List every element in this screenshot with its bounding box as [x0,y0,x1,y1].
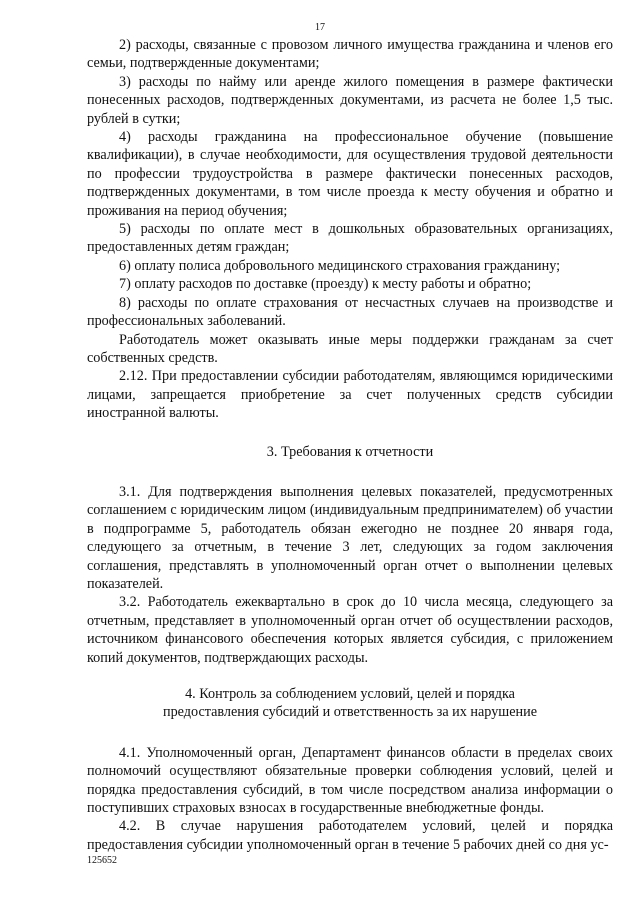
paragraph: 4.1. Уполномоченный орган, Департамент финансов области в пределах своих полномочий осуществляют обязательные проверки соблюдения условий, целей и порядка предоставления субсидий, в том числе посредством анализа информации о поступивших страховых взносах в государственные внебюджетные фонды. [87,744,613,817]
paragraph: Работодатель может оказывать иные меры поддержки гражданам за счет собственных средств. [87,331,613,366]
section-title-line: предоставления субсидий и ответственность за их нарушение [162,704,537,721]
paragraph: 5) расходы по оплате мест в дошкольных образовательных организациях, предоставленных детям граждан; [87,221,613,256]
paragraph: 7) оплату расходов по доставке (проезду) к месту работы и обратно; [119,276,532,293]
paragraph: 4) расходы гражданина на профессиональное обучение (повышение квалификации), в случае необходимости, для осуществления трудовой деятельности по профессии трудоустройства в размере фактически понесенных расходов, подтвержденных документами, в том числе проезда к месту обучения и обратно и проживания на период обучения; [87,129,613,219]
document-code: 125652 [87,855,117,866]
paragraph: 4.2. В случае нарушения работодателем условий, целей и порядка предоставления субсидии уполномоченный орган в течение 5 рабочих дней со дня ус- [87,818,613,853]
paragraph: 8) расходы по оплате страхования от несчастных случаев на производстве и профессиональных заболеваний. [87,294,613,330]
paragraph: 3) расходы по найму или аренде жилого помещения в размере фактически понесенных расходов, подтвержденных документами, из расчета не более 1,5 тыс. рублей в сутки; [87,73,613,127]
paragraph: 2.12. При предоставлении субсидии работодателям, являющимся юридическими лицами, запрещается приобретение за счет полученных средств субсидии иностранной валюты. [87,368,613,422]
section-heading [87,443,613,461]
paragraph: 3.1. Для подтверждения выполнения целевых показателей, предусмотренных соглашением с юридическим лицом (индивидуальным предпринимателем) об участии в подпрограмме 5, работодатель обязан ежегодно не позднее 20 января года, следующего за отчетным, в течение 3 лет, следующих за годом заключения соглашения, представлять в уполномоченный орган отчет о выполнении целевых показателей. [87,483,613,592]
section-title-line: 4. Контроль за соблюдением условий, целей и порядка [185,686,515,702]
section-title: 3. Требования к отчетности [266,443,434,460]
section-heading [87,685,613,722]
paragraph: 3.2. Работодатель ежеквартально в срок до 10 числа месяца, следующего за отчетным, представляет в уполномоченный орган отчет об осуществлении расходов, источником финансового обеспечения которых является субсидия, с приложением копий документов, подтверждающих расходы. [87,594,613,666]
paragraph: 6) оплату полиса добровольного медицинского страхования гражданину; [119,257,561,274]
page-number: 17 [315,22,325,33]
paragraph: 2) расходы, связанные с провозом личного имущества гражданина и членов его семьи, подтвержденные документами; [87,37,613,72]
document-body [87,36,613,854]
